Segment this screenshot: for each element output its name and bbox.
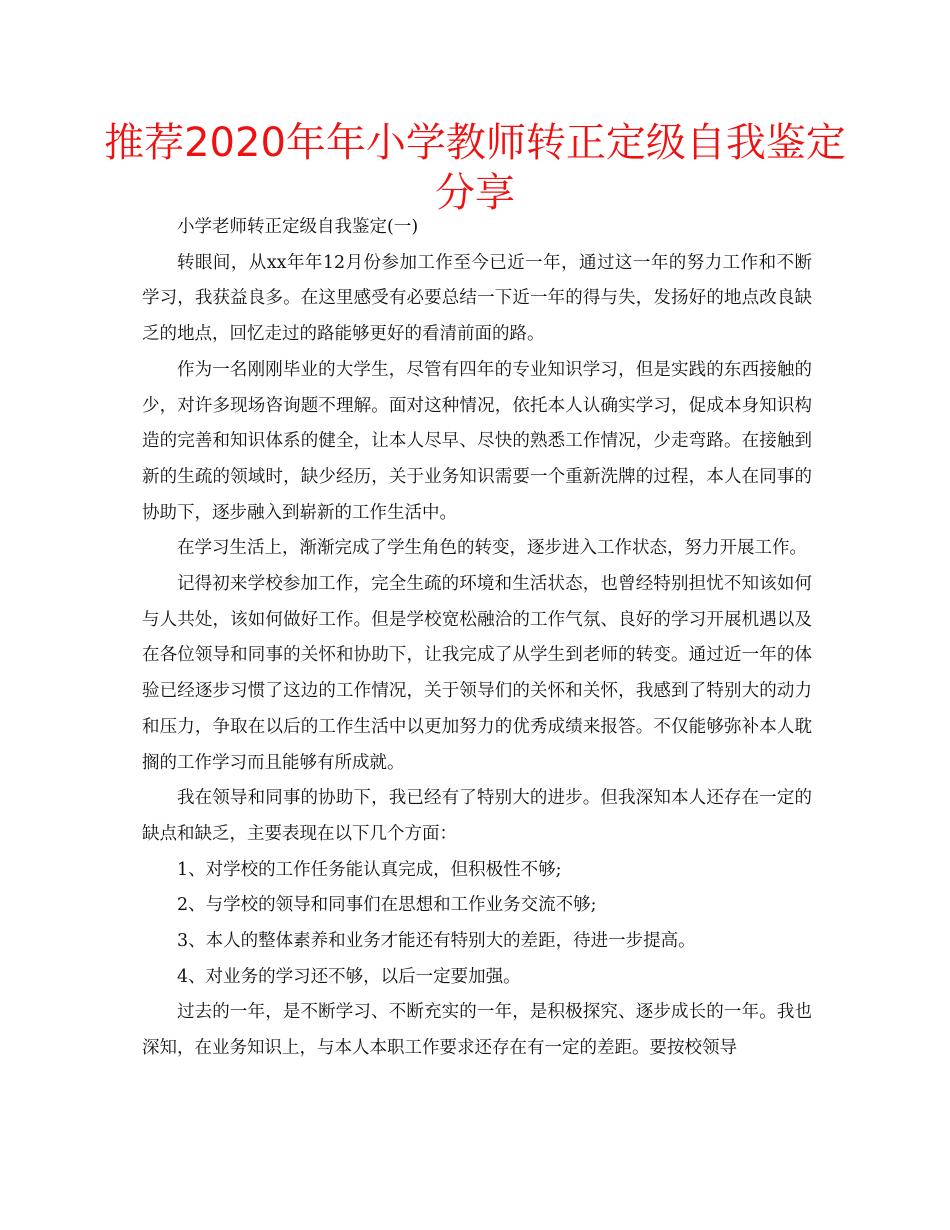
paragraph: 我在领导和同事的协助下，我已经有了特别大的进步。但我深知本人还存在一定的缺点和缺乏，主要表现在以下几个方面： <box>142 788 812 844</box>
paragraph: 过去的一年，是不断学习、不断充实的一年，是积极探究、逐步成长的一年。我也深知，在业务知识上，与本人本职工作要求还存在有一定的差距。要按校领导 <box>142 1002 812 1059</box>
list-item: 2、与学校的领导和同事们在思想和工作业务交流不够; <box>177 895 597 916</box>
list-item: 3、本人的整体素养和业务才能还有特别大的差距，待进一步提高。 <box>177 931 696 952</box>
paragraph: 转眼间，从xx年年12月份参加工作至今已近一年，通过这一年的努力工作和不断学习，我获益良多。在这里感受有必要总结一下近一年的得与失，发扬好的地点改良缺乏的地点，回忆走过的路能够更好的看清前面的路。 <box>142 252 812 345</box>
paragraph: 记得初来学校参加工作，完全生疏的环境和生活状态，也曾经特别担忧不知该如何与人共处，该如何做好工作。但是学校宽松融洽的工作气氛、良好的学习开展机遇以及在各位领导和同事的关怀和协助下，让我完成了从学生到老师的转变。通过近一年的体验已经逐步习惯了这边的工作情况，关于领导们的关怀和关怀，我感到了特别大的动力和压力，争取在以后的工作生活中以更加努力的优秀成绩来报答。不仅能够弥补本人耽搁的工作学习而且能够有所成就。 <box>142 574 812 773</box>
list-item: 1、对学校的工作任务能认真完成，但积极性不够; <box>177 859 562 880</box>
paragraph: 作为一名刚刚毕业的大学生，尽管有四年的专业知识学习，但是实践的东西接触的少，对许多现场咨询题不理解。面对这种情况，依托本人认确实学习，促成本身知识构造的完善和知识体系的健全，让本人尽早、尽快的熟悉工作情况，少走弯路。在接触到新的生疏的领域时，缺少经历，关于业务知识需要一个重新洗牌的过程，本人在同事的协助下，逐步融入到崭新的工作生活中。 <box>142 359 812 523</box>
paragraph: 在学习生活上，渐渐完成了学生角色的转变，逐步进入工作状态，努力开展工作。 <box>177 538 807 559</box>
list-item: 4、对业务的学习还不够，以后一定要加强。 <box>177 966 521 987</box>
paragraph-subtitle: 小学老师转正定级自我鉴定(一) <box>177 217 419 237</box>
document-title: 推荐2020年年小学教师转正定级自我鉴定分享 <box>104 120 846 216</box>
document-body <box>142 210 812 1067</box>
